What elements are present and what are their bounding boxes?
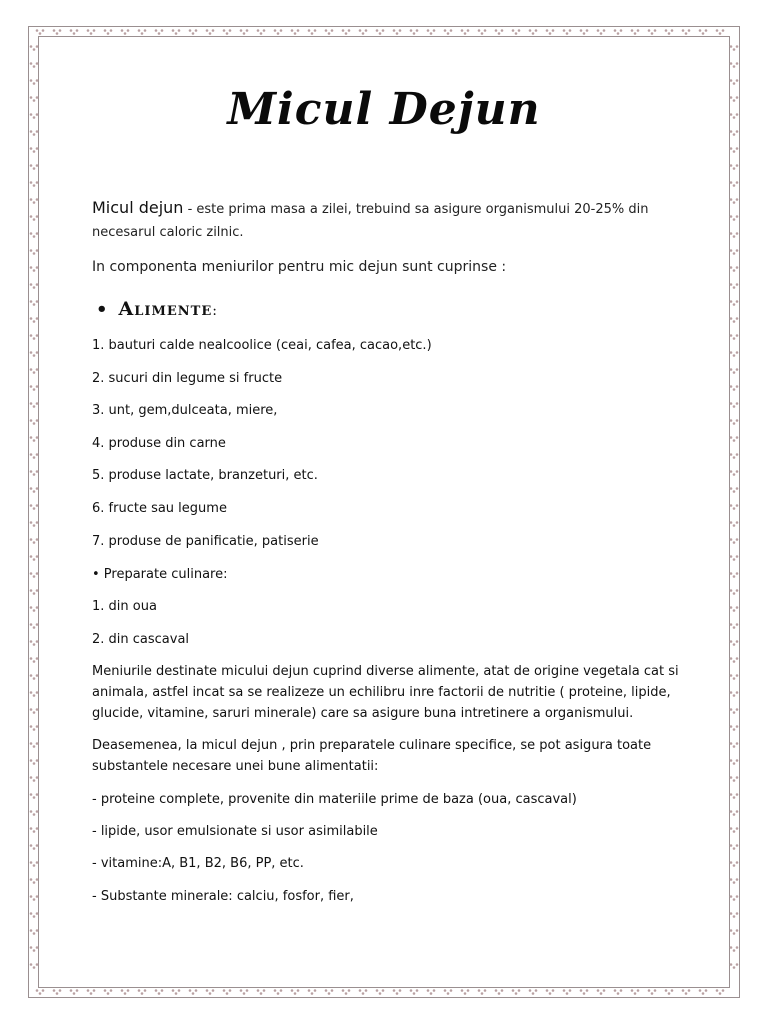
border-ornament: [223, 989, 232, 995]
border-ornament: [30, 334, 39, 340]
border-ornament: [512, 29, 521, 35]
border-ornament: [87, 29, 96, 35]
border-ornament: [206, 29, 215, 35]
food-item: 1. bauturi calde nealcoolice (ceai, cafea, cacao,etc.): [92, 338, 432, 353]
border-ornament: [730, 368, 739, 374]
border-ornament: [730, 419, 739, 425]
border-ornament: [138, 29, 147, 35]
border-ornament: [189, 989, 198, 995]
border-ornament: [495, 29, 504, 35]
section-heading-text: Alimente: [118, 298, 213, 320]
border-ornament: [376, 29, 385, 35]
border-ornament: [716, 989, 725, 995]
border-ornament: [716, 29, 725, 35]
border-ornament: [30, 929, 39, 935]
border-ornament: [70, 989, 79, 995]
border-ornament: [30, 861, 39, 867]
border-ornament: [30, 827, 39, 833]
border-ornament: [730, 912, 739, 918]
border-ornament: [30, 521, 39, 527]
border-ornament: [730, 929, 739, 935]
border-ornament: [461, 29, 470, 35]
border-ornament: [730, 946, 739, 952]
border-ornament: [730, 334, 739, 340]
border-ornament: [30, 725, 39, 731]
border-ornament: [730, 827, 739, 833]
border-ornament: [87, 989, 96, 995]
border-ornament: [393, 989, 402, 995]
border-ornament: [495, 989, 504, 995]
border-ornament: [444, 29, 453, 35]
components-intro: In componenta meniurilor pentru mic dejun sunt cuprinse :: [92, 259, 507, 275]
border-ornament: [597, 29, 606, 35]
border-ornament: [410, 29, 419, 35]
border-ornament: [30, 691, 39, 697]
border-ornament: [730, 198, 739, 204]
paragraph2-line: Deasemenea, la micul dejun , prin preparatele culinare specifice, se pot asigura toate: [92, 738, 652, 753]
border-ornament: [30, 572, 39, 578]
border-ornament: [730, 640, 739, 646]
border-ornament: [240, 989, 249, 995]
border-ornament: [30, 147, 39, 153]
bullet-icon: •: [96, 299, 109, 320]
nutrient-item: - Substante minerale: calciu, fosfor, fier,: [92, 889, 354, 904]
border-ornament: [631, 29, 640, 35]
border-ornament: [730, 555, 739, 561]
border-ornament: [580, 29, 589, 35]
nutrient-item: - vitamine:A, B1, B2, B6, PP, etc.: [92, 856, 304, 871]
border-ornament: [614, 29, 623, 35]
border-ornament: [53, 989, 62, 995]
border-ornament: [30, 640, 39, 646]
food-item: 5. produse lactate, branzeturi, etc.: [92, 468, 318, 483]
border-ornament: [30, 215, 39, 221]
border-ornament: [240, 29, 249, 35]
border-ornament: [730, 317, 739, 323]
border-ornament: [580, 989, 589, 995]
border-ornament: [730, 759, 739, 765]
border-ornament: [30, 470, 39, 476]
border-ornament: [410, 989, 419, 995]
border-ornament: [30, 45, 39, 51]
border-ornament: [172, 989, 181, 995]
border-ornament: [30, 419, 39, 425]
food-item: 2. sucuri din legume si fructe: [92, 371, 283, 386]
border-ornament: [325, 989, 334, 995]
border-ornament: [730, 215, 739, 221]
border-ornament: [325, 29, 334, 35]
border-ornament: [730, 657, 739, 663]
border-ornament: [427, 989, 436, 995]
border-ornament: [529, 989, 538, 995]
border-ornament: [30, 895, 39, 901]
border-ornament: [121, 989, 130, 995]
border-ornament: [30, 589, 39, 595]
border-ornament: [30, 198, 39, 204]
border-ornament: [730, 708, 739, 714]
border-ornament: [730, 810, 739, 816]
border-ornament: [665, 989, 674, 995]
border-ornament: [30, 300, 39, 306]
border-ornament: [730, 470, 739, 476]
border-ornament: [206, 989, 215, 995]
border-ornament: [274, 29, 283, 35]
border-ornament: [30, 453, 39, 459]
paragraph2-line: substantele necesare unei bune alimentatii:: [92, 759, 379, 774]
border-ornament: [30, 402, 39, 408]
border-ornament: [291, 29, 300, 35]
border-ornament: [699, 989, 708, 995]
border-ornament: [291, 989, 300, 995]
border-ornament: [30, 623, 39, 629]
border-ornament: [563, 989, 572, 995]
border-ornament: [30, 793, 39, 799]
border-ornament: [546, 989, 555, 995]
border-ornament: [730, 164, 739, 170]
border-ornament: [730, 181, 739, 187]
border-ornament: [274, 989, 283, 995]
section-heading: [96, 298, 218, 320]
border-ornament: [308, 989, 317, 995]
border-ornament: [730, 283, 739, 289]
border-ornament: [730, 623, 739, 629]
border-ornament: [512, 989, 521, 995]
border-ornament: [359, 989, 368, 995]
border-ornament: [730, 266, 739, 272]
border-ornament: [30, 606, 39, 612]
prepared-heading: • Preparate culinare:: [92, 567, 228, 582]
border-ornament: [257, 29, 266, 35]
border-ornament: [30, 385, 39, 391]
nutrient-item: - lipide, usor emulsionate si usor asimilabile: [92, 824, 378, 839]
border-ornament: [30, 62, 39, 68]
border-ornament: [30, 232, 39, 238]
border-ornament: [730, 300, 739, 306]
border-ornament: [104, 29, 113, 35]
border-ornament: [30, 946, 39, 952]
border-ornament: [730, 436, 739, 442]
border-ornament: [730, 351, 739, 357]
border-ornament: [730, 232, 739, 238]
border-ornament: [30, 436, 39, 442]
border-ornament: [155, 989, 164, 995]
food-item: 7. produse de panificatie, patiserie: [92, 534, 319, 549]
border-ornament: [30, 504, 39, 510]
border-ornament: [597, 989, 606, 995]
intro-line2: necesarul caloric zilnic.: [92, 225, 244, 240]
border-ornament: [30, 844, 39, 850]
border-ornament: [730, 453, 739, 459]
border-ornament: [427, 29, 436, 35]
prepared-item: 1. din oua: [92, 599, 157, 614]
border-ornament: [730, 844, 739, 850]
border-ornament: [730, 521, 739, 527]
border-ornament: [30, 759, 39, 765]
border-ornament: [730, 45, 739, 51]
border-ornament: [730, 538, 739, 544]
border-ornament: [730, 963, 739, 969]
border-ornament: [30, 674, 39, 680]
border-ornament: [376, 989, 385, 995]
border-ornament: [30, 368, 39, 374]
border-ornament: [30, 555, 39, 561]
food-item: 6. fructe sau legume: [92, 501, 227, 516]
border-ornament: [30, 776, 39, 782]
border-ornament: [730, 878, 739, 884]
border-ornament: [730, 895, 739, 901]
border-ornament: [223, 29, 232, 35]
paragraph1-line: Meniurile destinate micului dejun cuprind diverse alimente, atat de origine vegetala cat si: [92, 664, 679, 679]
border-ornament: [30, 283, 39, 289]
border-ornament: [30, 708, 39, 714]
border-ornament: [730, 487, 739, 493]
border-ornament: [30, 742, 39, 748]
border-ornament: [30, 657, 39, 663]
border-ornament: [631, 989, 640, 995]
border-ornament: [730, 793, 739, 799]
border-ornament: [730, 606, 739, 612]
border-ornament: [614, 989, 623, 995]
border-ornament: [730, 402, 739, 408]
paragraph1-line: glucide, vitamine, saruri minerale) care sa asigure buna intretinere a organismului.: [92, 706, 634, 721]
border-ornament: [138, 989, 147, 995]
border-ornament: [308, 29, 317, 35]
border-ornament: [730, 385, 739, 391]
border-ornament: [104, 989, 113, 995]
border-ornament: [36, 989, 45, 995]
border-ornament: [30, 164, 39, 170]
food-item: 4. produse din carne: [92, 436, 226, 451]
border-ornament: [30, 810, 39, 816]
border-ornament: [665, 29, 674, 35]
border-ornament: [529, 29, 538, 35]
border-ornament: [730, 691, 739, 697]
border-ornament: [648, 989, 657, 995]
border-ornament: [730, 742, 739, 748]
border-ornament: [30, 249, 39, 255]
border-ornament: [563, 29, 572, 35]
border-ornament: [444, 989, 453, 995]
border-ornament: [70, 29, 79, 35]
prepared-item: 2. din cascaval: [92, 632, 190, 647]
border-ornament: [53, 29, 62, 35]
border-ornament: [30, 266, 39, 272]
section-heading-colon: :: [212, 303, 218, 319]
border-ornament: [155, 29, 164, 35]
intro-line1: - este prima masa a zilei, trebuind sa asigure organismului 20-25% din: [183, 202, 649, 217]
border-ornament: [359, 29, 368, 35]
border-ornament: [682, 989, 691, 995]
border-ornament: [478, 989, 487, 995]
intro-lead: Micul dejun: [92, 198, 184, 217]
border-ornament: [189, 29, 198, 35]
border-ornament: [30, 878, 39, 884]
border-ornament: [461, 989, 470, 995]
border-ornament: [730, 725, 739, 731]
border-ornament: [699, 29, 708, 35]
nutrient-item: - proteine complete, provenite din materiile prime de baza (oua, cascaval): [92, 792, 577, 807]
border-ornament: [257, 989, 266, 995]
intro-paragraph: [92, 197, 648, 244]
border-ornament: [730, 62, 739, 68]
border-ornament: [730, 861, 739, 867]
border-ornament: [730, 572, 739, 578]
border-ornament: [30, 181, 39, 187]
border-ornament: [730, 776, 739, 782]
border-ornament: [30, 963, 39, 969]
border-ornament: [546, 29, 555, 35]
border-ornament: [30, 351, 39, 357]
border-ornament: [648, 29, 657, 35]
border-ornament: [730, 589, 739, 595]
border-ornament: [478, 29, 487, 35]
border-ornament: [730, 249, 739, 255]
food-item: 3. unt, gem,dulceata, miere,: [92, 403, 278, 418]
border-ornament: [730, 147, 739, 153]
border-ornament: [393, 29, 402, 35]
border-ornament: [30, 538, 39, 544]
border-ornament: [36, 29, 45, 35]
border-ornament: [30, 487, 39, 493]
document-title: Micul Dejun: [227, 84, 541, 135]
border-ornament: [30, 912, 39, 918]
border-ornament: [730, 674, 739, 680]
border-ornament: [730, 504, 739, 510]
border-ornament: [172, 29, 181, 35]
border-ornament: [342, 989, 351, 995]
border-ornament: [682, 29, 691, 35]
paragraph1-line: animala, astfel incat sa se realizeze un echilibru inre factorii de nutritie ( proteine, lipide,: [92, 685, 671, 700]
border-ornament: [121, 29, 130, 35]
border-ornament: [30, 317, 39, 323]
border-ornament: [342, 29, 351, 35]
